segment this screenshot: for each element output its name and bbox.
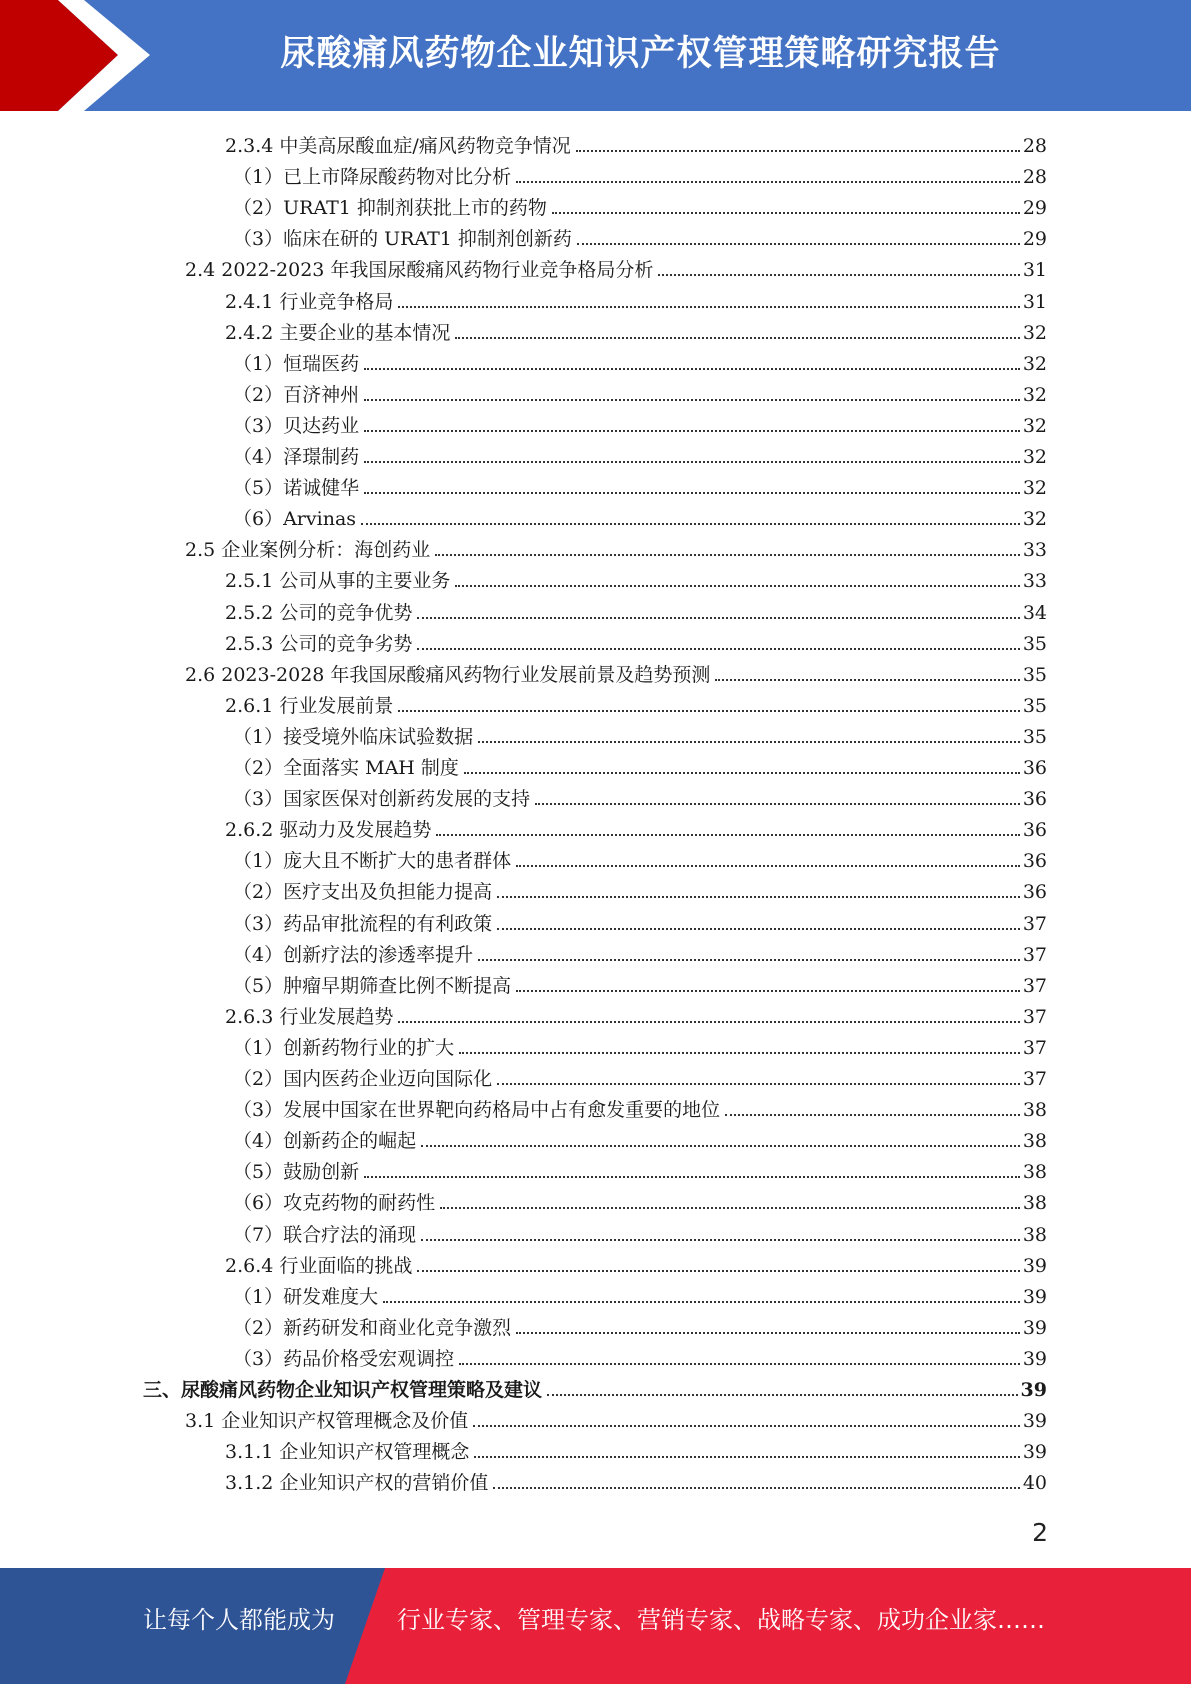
toc-entry-label: （2）国内医药企业迈向国际化 xyxy=(233,1068,493,1090)
toc-dot-leader xyxy=(493,1487,1019,1489)
toc-entry-page: 31 xyxy=(1022,290,1047,313)
toc-entry[interactable] xyxy=(233,1278,1047,1309)
toc-entry-page: 36 xyxy=(1022,819,1047,842)
toc-dot-leader xyxy=(421,1145,1020,1147)
toc-dot-leader xyxy=(715,679,1019,681)
toc-entry-label: （2）全面落实 MAH 制度 xyxy=(233,757,459,779)
toc-dot-leader xyxy=(398,710,1019,712)
toc-entry[interactable] xyxy=(233,718,1047,749)
toc-entry[interactable] xyxy=(233,376,1047,407)
toc-entry-label: （3）国家医保对创新药发展的支持 xyxy=(233,788,531,811)
toc-entry-page: 39 xyxy=(1022,1347,1047,1370)
toc-entry-label: （4）泽璟制药 xyxy=(233,446,360,468)
toc-dot-leader xyxy=(552,212,1020,214)
toc-entry-page: 39 xyxy=(1022,1316,1047,1339)
toc-entry-page: 35 xyxy=(1022,632,1047,655)
toc-entry-page: 28 xyxy=(1022,166,1047,189)
toc-entry-page: 32 xyxy=(1022,446,1047,468)
toc-dot-leader xyxy=(497,896,1020,898)
toc-entry[interactable] xyxy=(233,873,1047,904)
toc-entry[interactable] xyxy=(233,1091,1047,1122)
toc-entry-page: 38 xyxy=(1022,1130,1047,1153)
page-number: 2 xyxy=(1032,1518,1048,1547)
toc-dot-leader xyxy=(473,1425,1020,1427)
toc-entry[interactable] xyxy=(233,345,1047,376)
toc-entry[interactable] xyxy=(143,1371,1047,1402)
toc-entry-label: （6）攻克药物的耐药性 xyxy=(233,1192,436,1215)
toc-entry-label: 2.5.1 公司从事的主要业务 xyxy=(225,570,451,593)
toc-entry-page: 36 xyxy=(1022,881,1047,904)
toc-entry-label: （4）创新疗法的渗透率提升 xyxy=(233,943,474,966)
toc-entry[interactable] xyxy=(225,314,1047,345)
toc-entry-page: 39 xyxy=(1022,1441,1047,1464)
toc-entry-page: 38 xyxy=(1022,1099,1047,1122)
toc-entry-label: （1）接受境外临床试验数据 xyxy=(233,725,474,748)
toc-entry[interactable] xyxy=(233,158,1047,189)
toc-entry[interactable] xyxy=(225,594,1047,625)
report-header xyxy=(0,0,1191,111)
toc-entry-label: 2.5.2 公司的竞争优势 xyxy=(225,601,413,624)
toc-dot-leader xyxy=(364,430,1020,432)
toc-entry-label: 2.6.3 行业发展趋势 xyxy=(225,1005,394,1028)
toc-dot-leader xyxy=(516,865,1020,867)
toc-entry-label: 2.6.1 行业发展前景 xyxy=(225,694,394,717)
toc-entry[interactable] xyxy=(233,1309,1047,1340)
toc-dot-leader xyxy=(361,523,1020,525)
toc-entry-label: （5）肿瘤早期筛查比例不断提高 xyxy=(233,974,512,997)
toc-entry[interactable] xyxy=(233,780,1047,811)
toc-entry-label: （7）联合疗法的涌现 xyxy=(233,1223,417,1246)
toc-entry-page: 37 xyxy=(1022,1036,1047,1059)
toc-dot-leader xyxy=(455,337,1019,339)
toc-entry-label: 2.5.3 公司的竞争劣势 xyxy=(225,632,413,655)
toc-entry-page: 38 xyxy=(1022,1223,1047,1246)
toc-entry-label: 2.6.4 行业面临的挑战 xyxy=(225,1254,413,1277)
toc-entry-label: （5）诺诚健华 xyxy=(233,477,360,500)
toc-entry-page: 36 xyxy=(1022,850,1047,873)
toc-entry-label: （1）研发难度大 xyxy=(233,1285,379,1308)
toc-entry[interactable] xyxy=(225,1247,1047,1278)
toc-dot-leader xyxy=(421,1239,1020,1241)
toc-entry-page: 32 xyxy=(1022,321,1047,344)
toc-entry[interactable] xyxy=(225,998,1047,1029)
toc-entry-label: （3）发展中国家在世界靶向药格局中占有愈发重要的地位 xyxy=(233,1099,721,1122)
toc-dot-leader xyxy=(398,1021,1019,1023)
toc-entry-page: 38 xyxy=(1022,1161,1047,1184)
toc-entry[interactable] xyxy=(233,905,1047,936)
toc-entry[interactable] xyxy=(185,531,1047,562)
toc-entry[interactable] xyxy=(233,1340,1047,1371)
toc-dot-leader xyxy=(364,368,1020,370)
toc-entry-label: 三、尿酸痛风药物企业知识产权管理策略及建议 xyxy=(143,1379,543,1401)
toc-entry[interactable] xyxy=(233,967,1047,998)
toc-entry[interactable] xyxy=(233,1029,1047,1060)
toc-entry-label: 3.1.2 企业知识产权的营销价值 xyxy=(225,1472,489,1495)
toc-entry-page: 37 xyxy=(1022,974,1047,997)
toc-entry-label: （2）医疗支出及负担能力提高 xyxy=(233,881,493,904)
toc-dot-leader xyxy=(364,461,1020,463)
toc-entry[interactable] xyxy=(185,1402,1047,1433)
toc-dot-leader xyxy=(547,1394,1018,1396)
toc-entry-page: 37 xyxy=(1022,1005,1047,1028)
toc-entry[interactable] xyxy=(233,500,1047,531)
toc-dot-leader xyxy=(725,1114,1020,1116)
toc-entry-label: （3）临床在研的 URAT1 抑制剂创新药 xyxy=(233,228,572,251)
toc-entry-page: 31 xyxy=(1022,259,1047,282)
toc-dot-leader xyxy=(364,492,1020,494)
toc-entry[interactable] xyxy=(233,1060,1047,1091)
toc-entry-label: （2）百济神州 xyxy=(233,383,360,406)
report-title: 尿酸痛风药物企业知识产权管理策略研究报告 xyxy=(280,34,1001,74)
toc-entry[interactable] xyxy=(185,656,1047,687)
toc-entry[interactable] xyxy=(233,749,1047,780)
toc-entry[interactable] xyxy=(233,1216,1047,1247)
toc-entry-label: （1）庞大且不断扩大的患者群体 xyxy=(233,850,512,873)
toc-entry-label: （2）新药研发和商业化竞争激烈 xyxy=(233,1316,512,1339)
toc-dot-leader xyxy=(436,834,1019,836)
toc-entry-page: 32 xyxy=(1022,414,1047,437)
toc-entry-page: 36 xyxy=(1022,757,1047,779)
toc-entry-page: 39 xyxy=(1022,1285,1047,1308)
toc-entry-label: 2.5 企业案例分析：海创药业 xyxy=(185,539,431,562)
toc-dot-leader xyxy=(417,1270,1019,1272)
toc-entry-label: 2.6 2023-2028 年我国尿酸痛风药物行业发展前景及趋势预测 xyxy=(185,663,711,686)
toc-entry-label: 2.4.2 主要企业的基本情况 xyxy=(225,321,451,344)
toc-dot-leader xyxy=(516,1332,1020,1334)
toc-dot-leader xyxy=(435,554,1020,556)
toc-entry-page: 39 xyxy=(1022,1254,1047,1277)
toc-entry-label: （3）药品价格受宏观调控 xyxy=(233,1347,455,1370)
toc-entry[interactable] xyxy=(233,936,1047,967)
toc-entry-page: 32 xyxy=(1022,508,1047,531)
toc-dot-leader xyxy=(497,1083,1020,1085)
toc-dot-leader xyxy=(478,741,1020,743)
toc-entry-page: 39 xyxy=(1020,1379,1047,1401)
footer-slogan-left: 让每个人都能成为 xyxy=(143,1606,335,1634)
toc-dot-leader xyxy=(658,274,1019,276)
toc-entry-page: 29 xyxy=(1022,228,1047,251)
toc-entry[interactable] xyxy=(225,283,1047,314)
toc-entry-page: 37 xyxy=(1022,1068,1047,1090)
toc-dot-leader xyxy=(383,1301,1020,1303)
toc-dot-leader xyxy=(455,585,1019,587)
toc-entry-page: 39 xyxy=(1022,1410,1047,1433)
toc-entry-page: 38 xyxy=(1022,1192,1047,1215)
toc-entry-page: 35 xyxy=(1022,694,1047,717)
toc-entry[interactable] xyxy=(233,469,1047,500)
toc-entry-label: 2.3.4 中美高尿酸血症/痛风药物竞争情况 xyxy=(225,135,571,157)
toc-dot-leader xyxy=(459,1052,1020,1054)
toc-entry[interactable] xyxy=(233,438,1047,469)
toc-entry-label: （1）创新药物行业的扩大 xyxy=(233,1036,455,1059)
toc-dot-leader xyxy=(417,617,1019,619)
toc-entry-label: （1）已上市降尿酸药物对比分析 xyxy=(233,166,512,189)
toc-dot-leader xyxy=(535,803,1020,805)
toc-entry-page: 33 xyxy=(1022,539,1047,562)
toc-entry-page: 32 xyxy=(1022,383,1047,406)
toc-entry-page: 35 xyxy=(1022,663,1047,686)
toc-entry[interactable] xyxy=(185,251,1047,282)
toc-entry-page: 37 xyxy=(1022,943,1047,966)
toc-dot-leader xyxy=(577,243,1020,245)
toc-entry-label: （5）鼓励创新 xyxy=(233,1161,360,1184)
toc-entry-label: 3.1.1 企业知识产权管理概念 xyxy=(225,1441,470,1464)
toc-dot-leader xyxy=(440,1207,1020,1209)
toc-entry-label: 2.6.2 驱动力及发展趋势 xyxy=(225,819,432,842)
toc-entry-label: 2.4 2022-2023 年我国尿酸痛风药物行业竞争格局分析 xyxy=(185,259,654,282)
toc-entry-label: 3.1 企业知识产权管理概念及价值 xyxy=(185,1410,469,1433)
toc-entry-label: （1）恒瑞医药 xyxy=(233,352,360,375)
toc-entry-label: （3）药品审批流程的有利政策 xyxy=(233,912,493,935)
toc-dot-leader xyxy=(576,150,1020,152)
toc-entry[interactable] xyxy=(225,625,1047,656)
toc-dot-leader xyxy=(364,1176,1020,1178)
toc-entry[interactable] xyxy=(225,1433,1047,1464)
toc-entry-page: 36 xyxy=(1022,788,1047,811)
toc-entry[interactable] xyxy=(233,1122,1047,1153)
toc-dot-leader xyxy=(364,399,1020,401)
toc-entry[interactable] xyxy=(233,1184,1047,1215)
toc-entry-page: 40 xyxy=(1022,1472,1047,1495)
toc-dot-leader xyxy=(516,181,1020,183)
toc-entry-label: （2）URAT1 抑制剂获批上市的药物 xyxy=(233,197,547,220)
toc-entry-page: 34 xyxy=(1022,601,1047,624)
toc-entry-label: （3）贝达药业 xyxy=(233,414,360,437)
toc-dot-leader xyxy=(464,772,1020,774)
toc-dot-leader xyxy=(459,1363,1020,1365)
footer-slogan-right: 行业专家、管理专家、营销专家、战略专家、成功企业家…… xyxy=(397,1606,1045,1634)
toc-entry[interactable] xyxy=(233,842,1047,873)
toc-entry[interactable] xyxy=(225,127,1047,158)
toc-entry-label: （4）创新药企的崛起 xyxy=(233,1130,417,1153)
toc-entry-page: 32 xyxy=(1022,352,1047,375)
toc-entry-page: 29 xyxy=(1022,197,1047,220)
toc-entry[interactable] xyxy=(233,189,1047,220)
toc-dot-leader xyxy=(478,959,1020,961)
toc-dot-leader xyxy=(516,990,1020,992)
toc-entry[interactable] xyxy=(225,1464,1047,1495)
toc-entry-page: 33 xyxy=(1022,570,1047,593)
toc-dot-leader xyxy=(474,1456,1019,1458)
toc-entry[interactable] xyxy=(225,687,1047,718)
toc-entry-label: 2.4.1 行业竞争格局 xyxy=(225,290,394,313)
toc-entry-page: 37 xyxy=(1022,912,1047,935)
toc-dot-leader xyxy=(417,648,1019,650)
toc-dot-leader xyxy=(497,928,1020,930)
toc-entry[interactable] xyxy=(225,811,1047,842)
toc-dot-leader xyxy=(398,306,1019,308)
toc-entry[interactable] xyxy=(233,407,1047,438)
toc-entry[interactable] xyxy=(233,1153,1047,1184)
toc-entry[interactable] xyxy=(225,562,1047,593)
toc-entry[interactable] xyxy=(233,220,1047,251)
toc-entry-page: 32 xyxy=(1022,477,1047,500)
toc-entry-label: （6）Arvinas xyxy=(233,508,357,531)
toc-entry-page: 28 xyxy=(1022,135,1047,157)
toc-entry-page: 35 xyxy=(1022,725,1047,748)
